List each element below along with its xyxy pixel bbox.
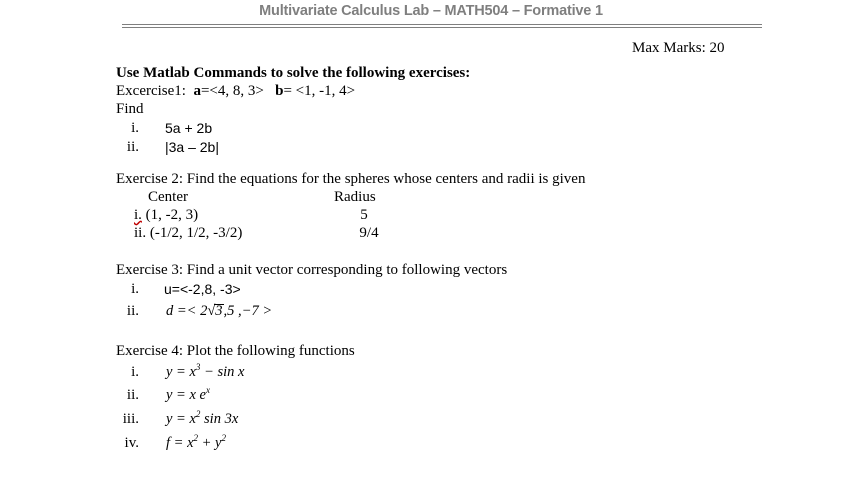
function-lhs: y = x <box>166 411 196 427</box>
vector-d-suffix: ,5 ,−7 > <box>223 303 273 319</box>
list-number: ii. <box>126 139 139 155</box>
function-exponent: x <box>205 385 210 395</box>
vector-b-value: = <1, -1, 4> <box>283 83 356 99</box>
table-row <box>134 224 242 242</box>
list-item: u=<-2,8, -3> <box>164 281 241 297</box>
column-header-radius: Radius <box>334 189 376 205</box>
vector-d-prefix: d =< 2 <box>166 303 208 319</box>
function-lhs: y = x e <box>166 387 206 403</box>
function-item <box>166 410 238 428</box>
row-radius: 9/4 <box>359 225 379 241</box>
header-rule-top <box>122 24 762 25</box>
function-item <box>166 434 226 452</box>
function-exponent: 2 <box>193 433 198 443</box>
list-number: i. <box>131 364 139 380</box>
list-item: 5a + 2b <box>165 120 213 136</box>
list-number: ii. <box>126 303 139 319</box>
list-number: iv. <box>124 435 139 451</box>
row-number: ii. <box>134 225 147 241</box>
max-marks: Max Marks: 20 <box>632 40 725 56</box>
function-item <box>166 363 244 381</box>
function-exponent: 2 <box>195 409 201 419</box>
list-item-vector-d <box>166 302 272 320</box>
row-number: i. <box>134 207 142 223</box>
function-lhs: y = x <box>166 364 196 380</box>
exercise-1-heading <box>116 82 355 100</box>
sqrt-radicand: 3 <box>215 303 223 319</box>
document-header: Multivariate Calculus Lab – MATH504 – Formative 1 <box>259 3 603 19</box>
function-item <box>166 386 210 404</box>
row-radius: 5 <box>360 207 368 223</box>
vector-a-value: =<4, 8, 3> <box>200 83 264 99</box>
function-exponent: 2 <box>221 433 226 443</box>
list-number: iii. <box>122 411 139 427</box>
column-header-center: Center <box>148 189 188 205</box>
list-number: ii. <box>126 387 139 403</box>
row-center: (1, -2, 3) <box>145 207 199 223</box>
vector-a-name: a <box>193 83 201 99</box>
exercise-4-heading: Exercise 4: Plot the following functions <box>116 343 355 359</box>
function-rhs: + y <box>198 435 222 451</box>
list-item: |3a – 2b| <box>165 139 219 155</box>
vector-b-name: b <box>275 83 284 99</box>
function-lhs: f = x <box>166 435 194 451</box>
list-number: i. <box>131 120 139 136</box>
table-row <box>134 206 198 224</box>
exercise-3-heading: Exercise 3: Find a unit vector corresponding to following vectors <box>116 262 508 278</box>
header-rule-bottom <box>122 27 762 28</box>
row-center: (-1/2, 1/2, -3/2) <box>149 225 243 241</box>
function-exponent: 3 <box>195 362 201 372</box>
find-label: Find <box>116 101 144 117</box>
function-rhs: sin 3x <box>200 411 239 427</box>
list-number: i. <box>131 281 139 297</box>
sqrt-icon: √ <box>207 303 216 319</box>
function-rhs: − sin x <box>200 364 245 380</box>
exercise-1-title: Excercise1: <box>116 83 186 99</box>
exercise-2-heading: Exercise 2: Find the equations for the spheres whose centers and radii is given <box>116 171 586 187</box>
instructions-heading: Use Matlab Commands to solve the following exercises: <box>116 65 471 81</box>
